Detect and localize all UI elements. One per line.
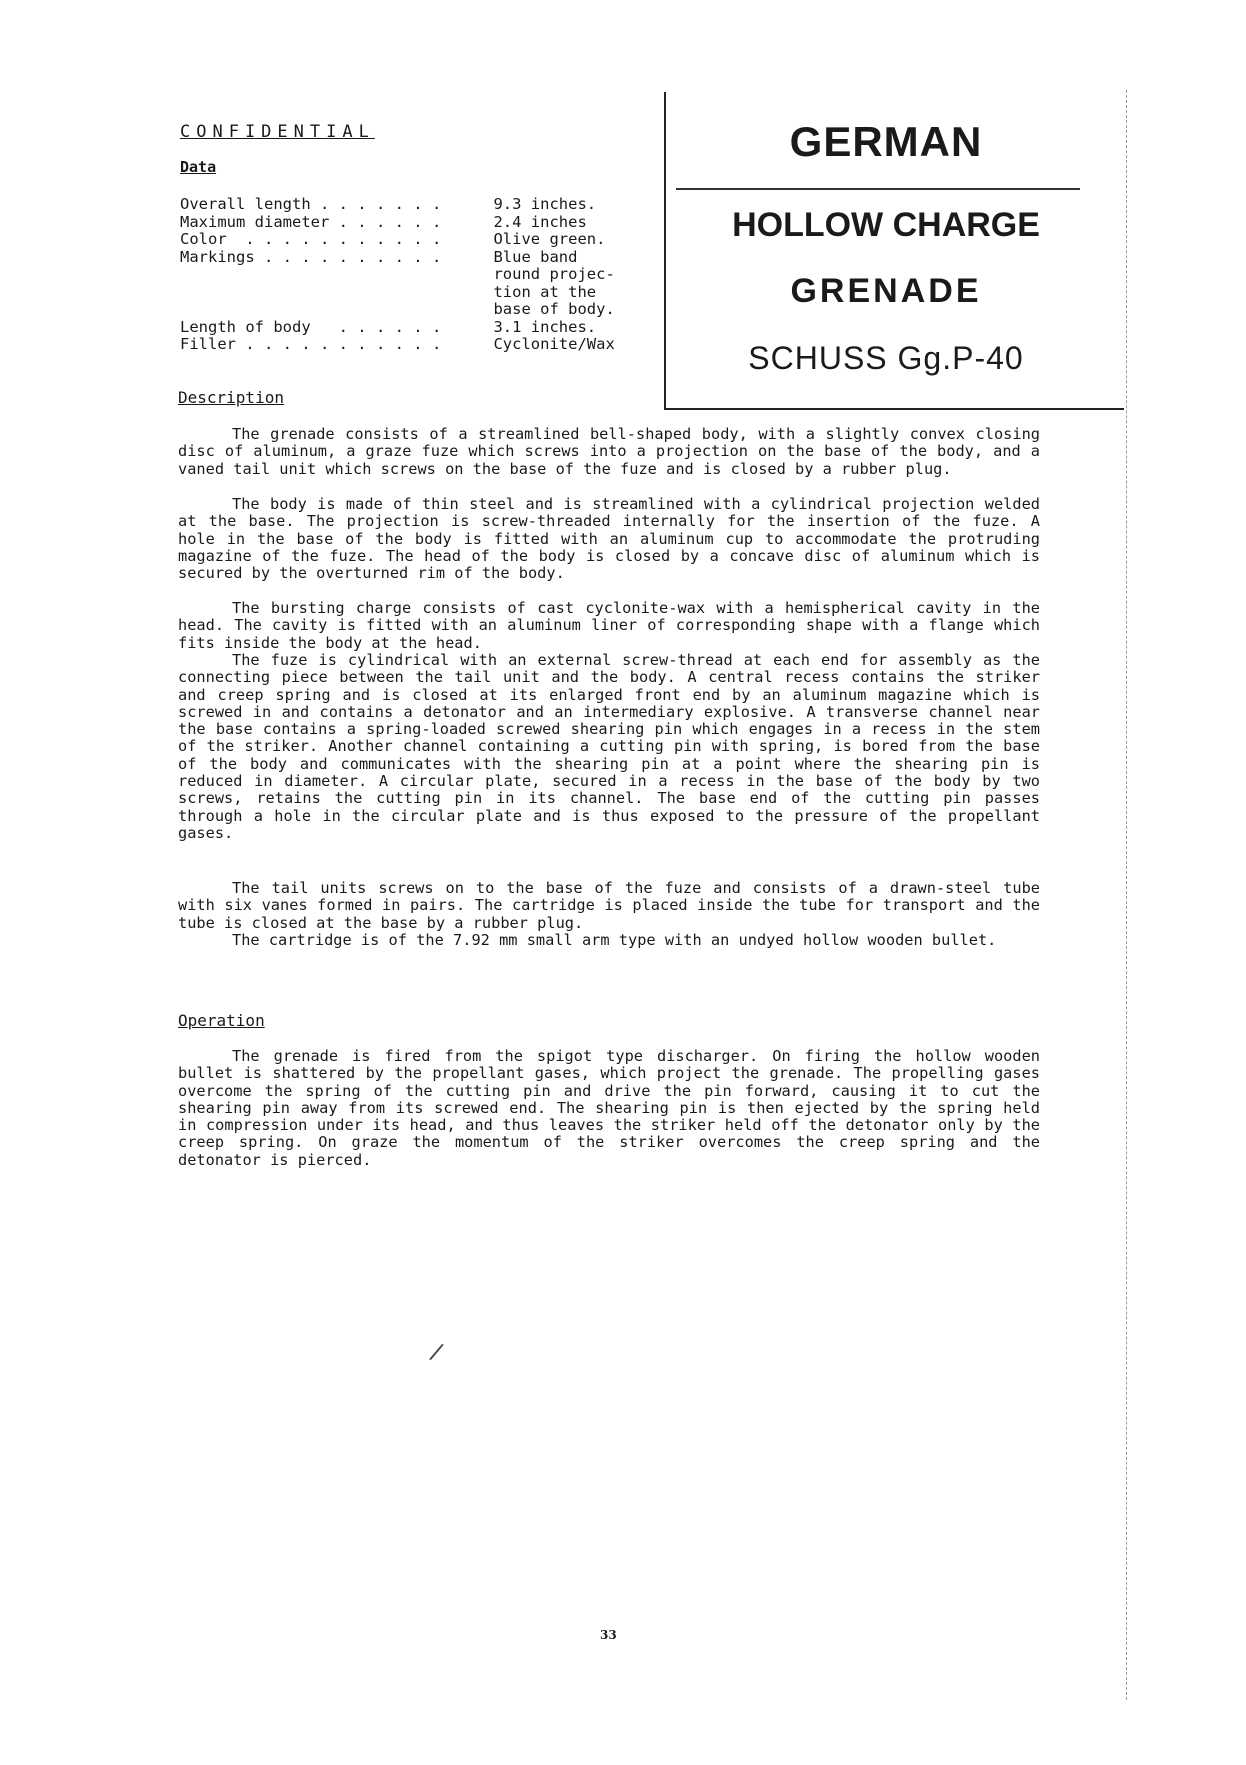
data-row [180,231,660,249]
data-table [180,196,660,354]
description-paragraph: The bursting charge consists of cast cyclonite-wax with a hemispherical cavity in the head. The cavity is fitted with an aluminum liner of corresponding shape with a flange which fits inside the body at the head. [178,599,1040,652]
data-row [180,249,660,319]
data-label: Length of body . . . . . . [180,318,442,336]
data-row [180,319,660,337]
description-paragraph: The grenade consists of a streamlined bell-shaped body, with a slightly convex closing disc of aluminum, a graze fuze which screws into a projection on the base of the body, and a vaned tail unit which screws on the base of the fuze and is closed by a rubber plug. [178,425,1040,478]
title-box-left-border [664,92,666,410]
description-paragraph: The body is made of thin steel and is streamlined with a cylindrical projection welded at the base. The projection is screw-threaded internally for the insertion of the fuze. A hole in the base of the body is fitted with an aluminum cup to accommodate the protruding magazine of the fuze. The head of the body is closed by a concave disc of aluminum which is secured by the overturned rim of the body. [178,495,1040,583]
scan-edge-mark [1126,90,1128,1700]
description-paragraph: The tail units screws on to the base of the fuze and consists of a drawn-steel tube with six vanes formed in pairs. The cartridge is placed inside the tube for transport and the tube is closed at the base by a rubber plug. [178,879,1040,932]
title-box-bottom-border [664,408,1124,410]
data-value-line: 2.4 inches [493,212,587,231]
data-label: Color . . . . . . . . . . . [180,231,442,248]
data-value-line: 3.1 inches. [493,317,597,336]
operation-heading: Operation [178,1011,265,1030]
description-paragraph: The fuze is cylindrical with an external screw-thread at each end for assembly as the connecting piece between the tail unit and the body. A central recess contains the striker and creep spring and is closed at its enlarged front end by an aluminum magazine which is screwed in and contains a detonator and an intermediary explosive. A transverse channel near the base contains a spring-loaded screwed shearing pin which engages in a recess in the stem of the striker. Another channel containing a cutting pin with spring, is bored from the base of the body and communicates with the shearing pin at a point where the shearing pin is reduced in diameter. A circular plate, secured in a recess in the base of the body by two screws, retains the cutting pin in its channel. The base end of the cutting pin passes through a hole in the circular plate and is thus exposed to the pressure of the propellant gases. [178,651,1040,842]
operation-paragraph: The grenade is fired from the spigot type discharger. On firing the hollow wooden bullet is shattered by the propellant gases, which project the grenade. The propelling gases overcome the spring of the cutting pin and drive the pin forward, causing it to cut the shearing pin away from its screwed end. The shearing pin is then ejected by the spring held in compression under its head, and thus leaves the striker held off the detonator only by the creep spring. On graze the momentum of the striker overcomes the creep spring and the detonator is pierced. [178,1047,1040,1169]
data-value-line: Cyclonite/Wax [493,335,615,353]
data-value-line: 9.3 inches. [493,195,597,213]
data-value-line: Olive green. [493,230,606,248]
data-value [493,319,660,337]
data-row [180,196,660,214]
data-label: Maximum diameter . . . . . . [180,213,442,231]
data-value [493,336,660,354]
data-value [493,196,660,214]
data-value-line: round projec- [493,265,615,283]
data-value [493,249,660,319]
data-value [493,231,660,249]
data-row [180,214,660,232]
description-heading: Description [178,388,284,407]
data-row [180,336,660,354]
data-value [493,214,660,232]
stray-pencil-mark: / [426,1338,447,1367]
data-label: Markings . . . . . . . . . . [180,248,442,266]
title-german: GERMAN [789,118,983,165]
title-grenade: GRENADE [790,272,982,310]
data-label: Overall length . . . . . . . [180,196,442,213]
data-value-line: Blue band [493,247,578,266]
data-value-line: tion at the [493,282,597,301]
title-divider [676,188,1080,190]
data-label: Filler . . . . . . . . . . . [180,336,442,353]
title-hollow-charge: HOLLOW CHARGE [732,206,1040,244]
page-number: 33 [600,1628,617,1642]
description-paragraph: The cartridge is of the 7.92 mm small arm type with an undyed hollow wooden bullet. [232,931,997,949]
data-heading: Data [180,158,217,176]
confidential-label: CONFIDENTIAL [180,122,375,142]
title-model: SCHUSS Gg.P-40 [748,340,1024,376]
data-value-line: base of body. [493,300,615,318]
